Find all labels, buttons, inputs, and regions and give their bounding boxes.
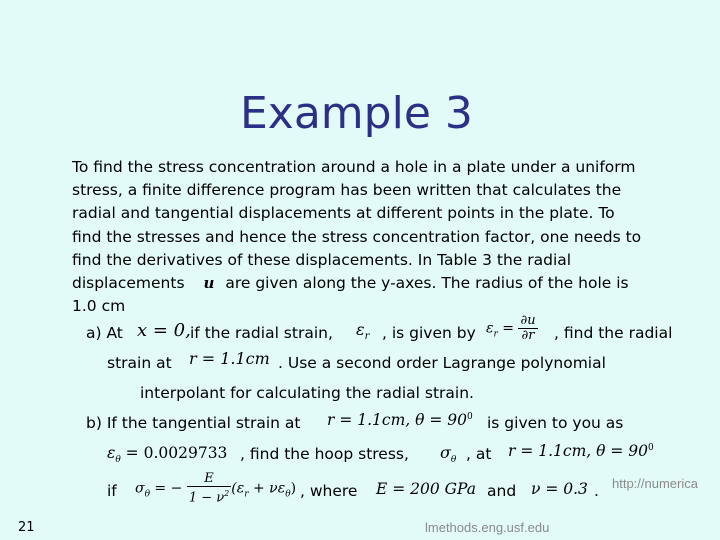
sigma-subscript: θ xyxy=(144,489,150,500)
hoop-stress-symbol xyxy=(440,443,456,465)
strain-definition-equation xyxy=(486,314,538,343)
part-a-text: strain at xyxy=(107,354,172,372)
slide-number: 21 xyxy=(18,520,35,535)
fraction-denominator: ∂r xyxy=(521,328,535,343)
intro-line: To find the stress concentration around a hole in a plate under a uniform xyxy=(72,158,636,176)
denominator-text: 1 − ν xyxy=(188,490,225,506)
poisson-equation xyxy=(531,480,588,498)
radial-strain-symbol xyxy=(356,320,369,342)
intro-text: are given along the y-axes. The radius of the hole is xyxy=(225,274,629,293)
part-a-text: interpolant for calculating the radial strain. xyxy=(140,384,474,402)
footer-url[interactable]: lmethods.eng.usf.edu xyxy=(425,520,550,535)
period: . xyxy=(594,482,599,500)
displacement-symbol: u xyxy=(203,274,215,293)
part-a-label: a) At xyxy=(86,324,123,342)
sigma-subscript: θ xyxy=(450,455,457,466)
modulus-fraction xyxy=(187,472,231,505)
equals-minus: = − xyxy=(149,480,183,497)
part-b-text: , find the hoop stress, xyxy=(240,445,409,463)
fraction-denominator xyxy=(187,487,231,505)
condition-equation-text: r = 1.1cm, θ = 90 xyxy=(327,411,468,429)
intro-line xyxy=(72,272,692,295)
intro-paragraph xyxy=(72,156,692,318)
degree-superscript: 0 xyxy=(467,411,473,422)
part-a-text: if the radial strain, xyxy=(190,324,333,342)
fraction-numerator: E xyxy=(187,472,231,487)
part-b-text: if xyxy=(107,482,117,500)
equation-x xyxy=(137,320,191,341)
hoop-stress-equation xyxy=(135,472,296,505)
strain-sum-subscript: θ xyxy=(285,489,291,500)
condition-equation xyxy=(327,411,473,429)
equals-sign: = xyxy=(502,320,515,337)
radius-equation-text: r = 1.1cm xyxy=(189,349,270,368)
sigma-symbol: σ xyxy=(135,480,145,497)
part-a-text: , is given by xyxy=(382,324,476,342)
intro-text: displacements xyxy=(72,274,185,293)
strain-sum-term: + νε xyxy=(248,480,286,497)
condition-equation xyxy=(508,442,654,460)
strain-sum-subscript: r xyxy=(244,489,249,500)
tangential-strain-equation xyxy=(107,444,227,465)
epsilon-subscript: r xyxy=(493,329,498,340)
part-b-label: b) If the tangential strain at xyxy=(86,414,301,432)
sigma-symbol: σ xyxy=(440,443,451,462)
strain-value: = 0.0029733 xyxy=(120,444,228,462)
strain-sum-close: ) xyxy=(290,480,297,497)
part-a-text: . Use a second order Lagrange polynomial xyxy=(278,354,606,372)
footer-site-link[interactable]: http://numerica xyxy=(612,476,698,491)
epsilon-symbol: ε xyxy=(107,444,116,462)
intro-line: find the stresses and hence the stress concentration factor, one needs to xyxy=(72,227,642,246)
intro-line: 1.0 cm xyxy=(72,297,126,316)
equation-x-text: x = 0, xyxy=(137,320,191,341)
denominator-superscript: 2 xyxy=(224,489,230,498)
intro-line: find the derivatives of these displacements. In Table 3 the radial xyxy=(72,250,572,269)
condition-equation-text: r = 1.1cm, θ = 90 xyxy=(508,442,649,460)
derivative-fraction xyxy=(518,314,537,343)
radius-equation xyxy=(189,349,270,368)
epsilon-symbol: ε xyxy=(486,320,494,337)
degree-superscript: 0 xyxy=(648,442,654,453)
strain-sum-open: (ε xyxy=(231,480,245,497)
epsilon-subscript: r xyxy=(364,331,370,343)
intro-line: stress, a finite difference program has been written that calculates the xyxy=(72,181,622,200)
part-b-text: , at xyxy=(466,445,492,463)
part-b-text: , where xyxy=(300,482,358,500)
epsilon-symbol: ε xyxy=(356,320,365,339)
slide-title: Example 3 xyxy=(240,88,473,139)
fraction-numerator: ∂u xyxy=(520,313,536,328)
poisson-equation-text: ν = 0.3 xyxy=(531,480,588,498)
modulus-equation xyxy=(376,480,476,498)
modulus-equation-text: E = 200 GPa xyxy=(376,480,477,498)
epsilon-subscript: θ xyxy=(115,455,121,466)
part-b-text: and xyxy=(487,482,517,500)
intro-line: radial and tangential displacements at different points in the plate. To xyxy=(72,204,615,223)
part-a-text: , find the radial xyxy=(554,324,673,342)
part-b-text: is given to you as xyxy=(487,414,624,432)
